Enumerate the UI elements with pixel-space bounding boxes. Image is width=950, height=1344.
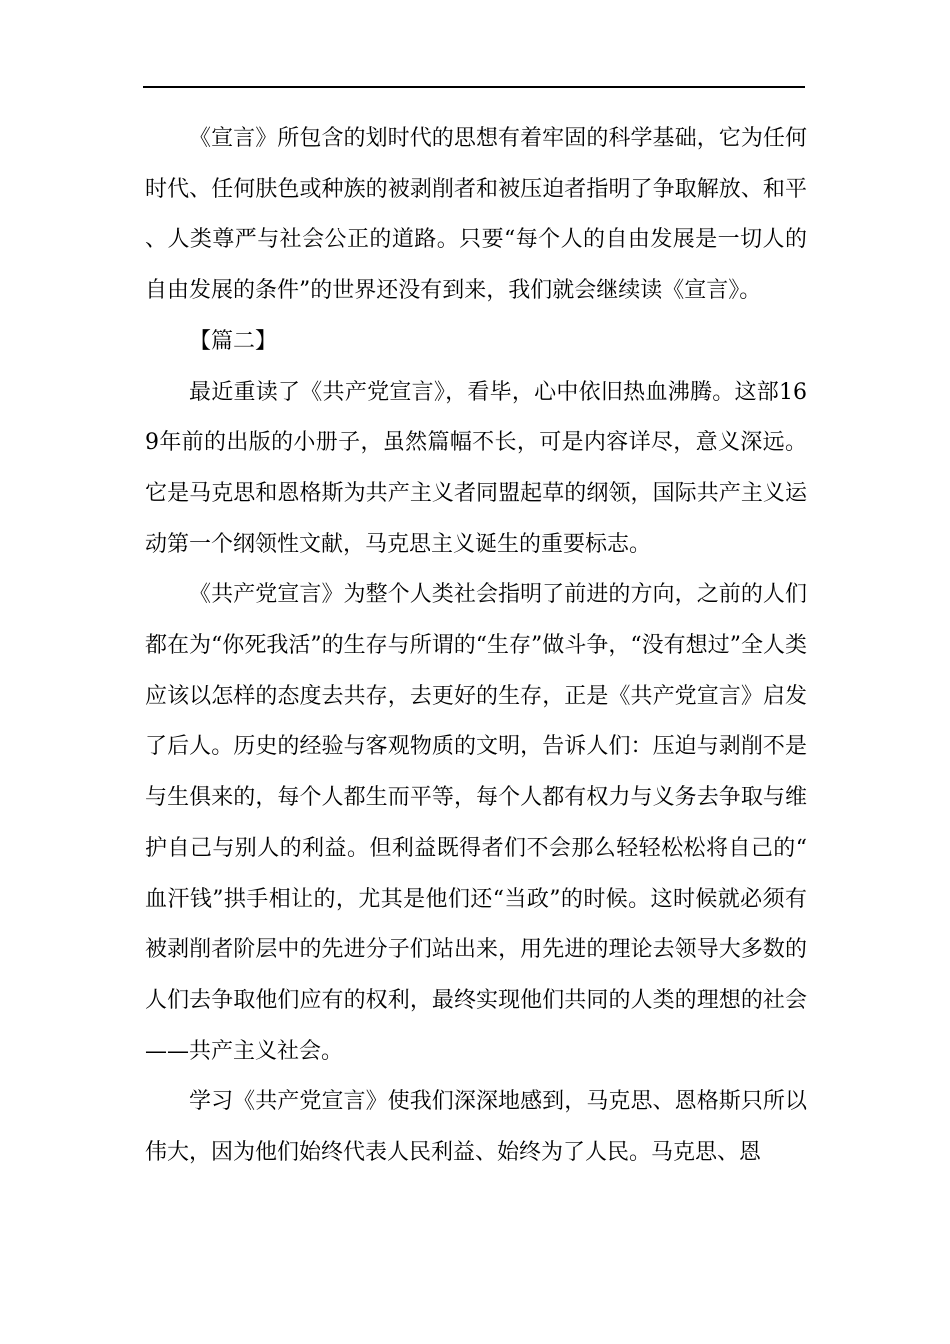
paragraph-reread-manifesto: 最近重读了《共产党宣言》，看毕，心中依旧热血沸腾。这部169年前的出版的小册子，虽然篇幅不长，可是内容详尽，意义深远。它是马克思和恩格斯为共产主义者同盟起草的纲领，国际共产主义运动第一个纲领性文献，马克思主义诞生的重要标志。 [145, 379, 807, 557]
paragraph-manifesto-foundation: 《宣言》所包含的划时代的思想有着牢固的科学基础，它为任何时代、任何肤色或种族的被剥削者和被压迫者指明了争取解放、和平、人类尊严与社会公正的道路。只要“每个人的自由发展是一切人的自由发展的条件”的世界还没有到来，我们就会继续读《宣言》。 [145, 126, 807, 304]
paragraph-direction-of-humanity: 《共产党宣言》为整个人类社会指明了前进的方向，之前的人们都在为“你死我活”的生存与所谓的“生存”做斗争，“没有想过”全人类应该以怎样的态度去共存，去更好的生存，正是《共产党宣言》启发了后人。历史的经验与客观物质的文明，告诉人们：压迫与剥削不是与生俱来的，每个人都生而平等，每个人都有权力与义务去争取与维护自己与别人的利益。但利益既得者们不会那么轻轻松松将自己的“血汗钱”拱手相让的，尤其是他们还“当政”的时候。这时候就必须有被剥削者阶层中的先进分子们站出来，用先进的理论去领导大多数的人们去争取他们应有的权利，最终实现他们共同的人类的理想的社会——共产主义社会。 [145, 582, 807, 1064]
document-body [145, 114, 807, 1179]
header-rule [143, 86, 805, 88]
section-heading-part-two: 【篇二】 [189, 328, 278, 354]
paragraph-learning-manifesto: 学习《共产党宣言》使我们深深地感到，马克思、恩格斯只所以伟大，因为他们始终代表人民利益、始终为了人民。马克思、恩 [145, 1089, 807, 1166]
